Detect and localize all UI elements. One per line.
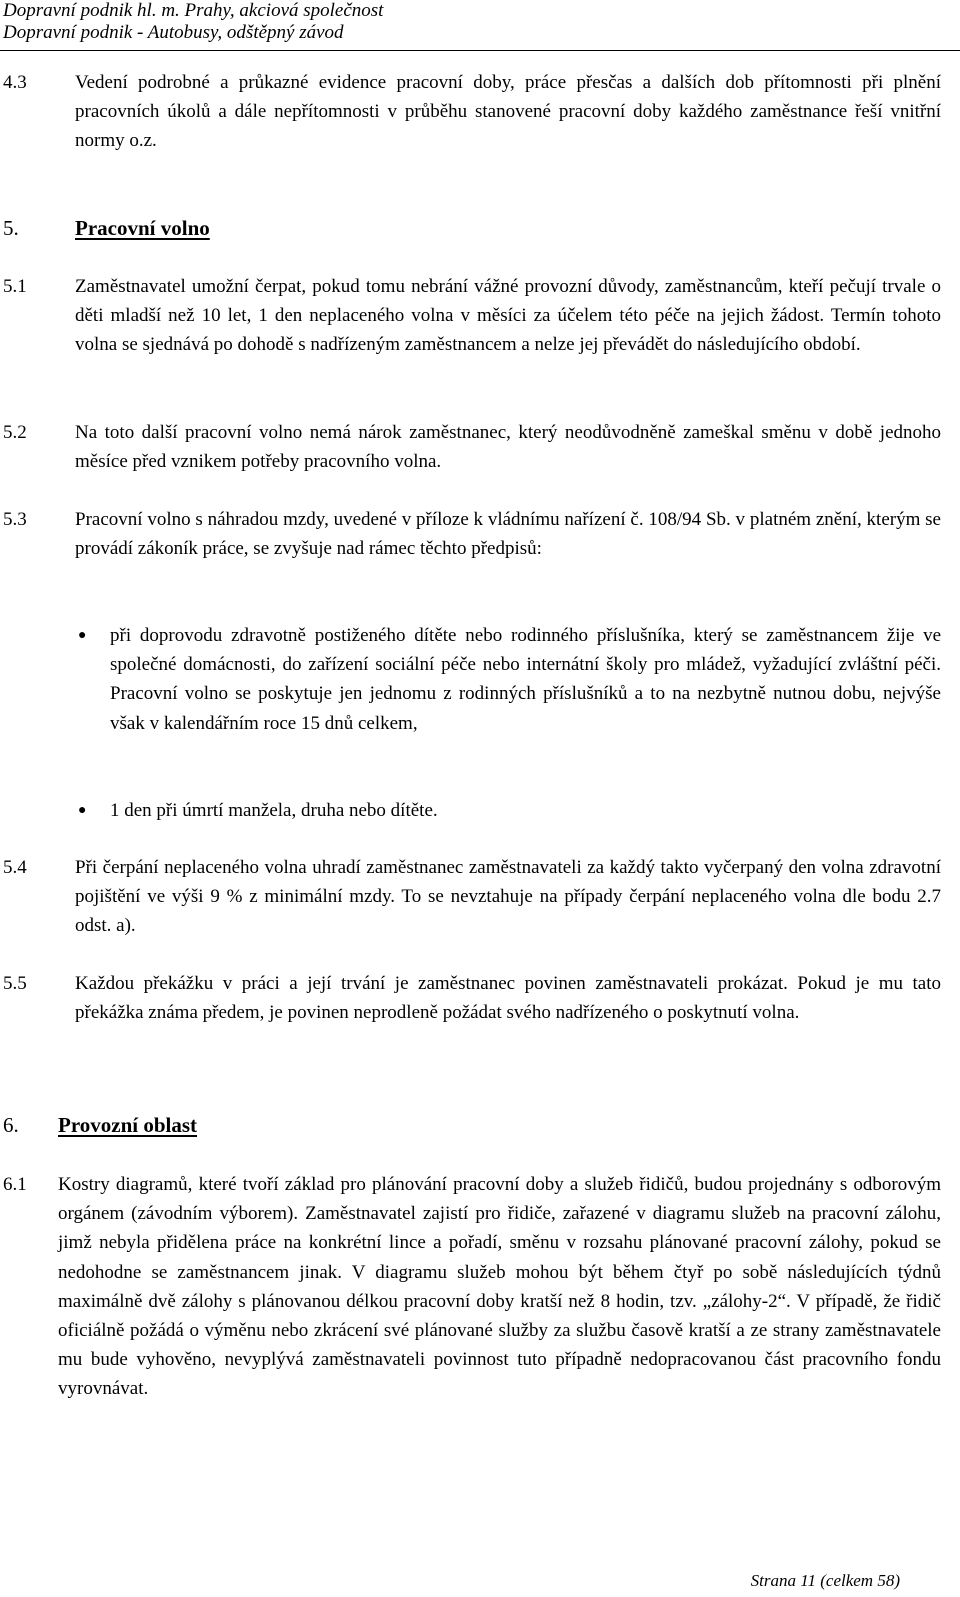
clause-number-4-3: 4.3	[3, 72, 27, 93]
clause-number-5-4: 5.4	[3, 857, 27, 878]
clause-number-5-5: 5.5	[3, 973, 27, 994]
bullet-icon: ●	[78, 803, 87, 818]
section-title-6: Provozní oblast	[58, 1113, 198, 1137]
header-divider	[0, 50, 960, 51]
clause-text-5-5: Každou překážku v práci a její trvání je zaměstnanec povinen zaměstnavateli prokázat. Pokud je mu tato překážka známa předem, je povinen neprodleně požádat svého nadřízeného o poskytnutí volna.	[75, 973, 941, 1024]
header-division-name: Dopravní podnik - Autobusy, odštěpný závod	[3, 22, 344, 43]
clause-number-5-3: 5.3	[3, 509, 27, 530]
bullet-text-1: při doprovodu zdravotně postiženého dítěte nebo rodinného příslušníka, který se zaměstnancem žije ve společné domácnosti, do zařízení sociální péče nebo internátní školy pro mládež, vyžadující zvláštní péči. Pracovní volno se poskytuje jen jednomu z rodinných příslušníků a to na nezbytně nutnou dobu, nejvýše však v kalendářním roce 15 dnů celkem,	[110, 625, 941, 734]
clause-text-5-4: Při čerpání neplaceného volna uhradí zaměstnanec zaměstnavateli za každý takto vyčerpaný den volna zdravotní pojištění ve výši 9 % z minimální mzdy. To se nevztahuje na případy čerpání neplaceného volna dle bodu 2.7 odst. a).	[75, 857, 941, 937]
clause-text-5-3: Pracovní volno s náhradou mzdy, uvedené v příloze k vládnímu nařízení č. 108/94 Sb. v platném znění, kterým se provádí zákoník práce, se zvyšuje nad rámec těchto předpisů:	[75, 509, 941, 560]
clause-text-5-1: Zaměstnavatel umožní čerpat, pokud tomu nebrání vážné provozní důvody, zaměstnancům, kteří pečují trvale o děti mladší než 10 let, 1 den neplaceného volna v měsíci za účelem této péče na jejich žádost. Termín tohoto volna se sjednává po dohodě s nadřízeným zaměstnancem a nelze jej převádět do následujícího období.	[75, 276, 941, 356]
section-number-5: 5.	[3, 216, 19, 240]
clause-text-6-1: Kostry diagramů, které tvoří základ pro plánování pracovní doby a služeb řidičů, budou projednány s odborovým orgánem (závodním výborem). Zaměstnavatel zajistí pro řidiče, zařazené v diagramu služeb na pracovní zálohu, jimž nebyla přidělena práce na konkrétní lince a pořadí, směnu v rozsahu plánované pracovní zálohy, pokud se nedohodne se zaměstnancem jinak. V diagramu služeb mohou být během čtyř po sobě následujících týdnů maximálně dvě zálohy s plánovanou délkou pracovní doby kratší než 8 hodin, tzv. „zálohy-2“. V případě, že řidič oficiálně požádá o výměnu nebo zkrácení své plánované služby za službu časově kratší a ze strany zaměstnavatele mu bude vyhověno, nevyplývá zaměstnavateli povinnost tuto případně nedopracovanou část pracovního fondu vyrovnávat.	[58, 1174, 941, 1400]
bullet-text-2: 1 den při úmrtí manžela, druha nebo dítěte.	[110, 800, 438, 821]
bullet-icon: ●	[78, 628, 87, 643]
clause-number-6-1: 6.1	[3, 1174, 27, 1195]
section-number-6: 6.	[3, 1113, 19, 1137]
clause-number-5-1: 5.1	[3, 276, 27, 297]
clause-number-5-2: 5.2	[3, 422, 27, 443]
section-title-5: Pracovní volno	[75, 216, 210, 240]
clause-text-5-2: Na toto další pracovní volno nemá nárok zaměstnanec, který neodůvodněně zameškal směnu v době jednoho měsíce před vznikem potřeby pracovního volna.	[75, 422, 941, 473]
header-company-name: Dopravní podnik hl. m. Prahy, akciová společnost	[3, 0, 384, 21]
clause-text-4-3: Vedení podrobné a průkazné evidence pracovní doby, práce přesčas a dalších dob přítomnosti při plnění pracovních úkolů a dále nepřítomnosti v průběhu stanovené pracovní doby každého zaměstnance řeší vnitřní normy o.z.	[75, 72, 941, 152]
page-number: Strana 11 (celkem 58)	[750, 1571, 900, 1590]
